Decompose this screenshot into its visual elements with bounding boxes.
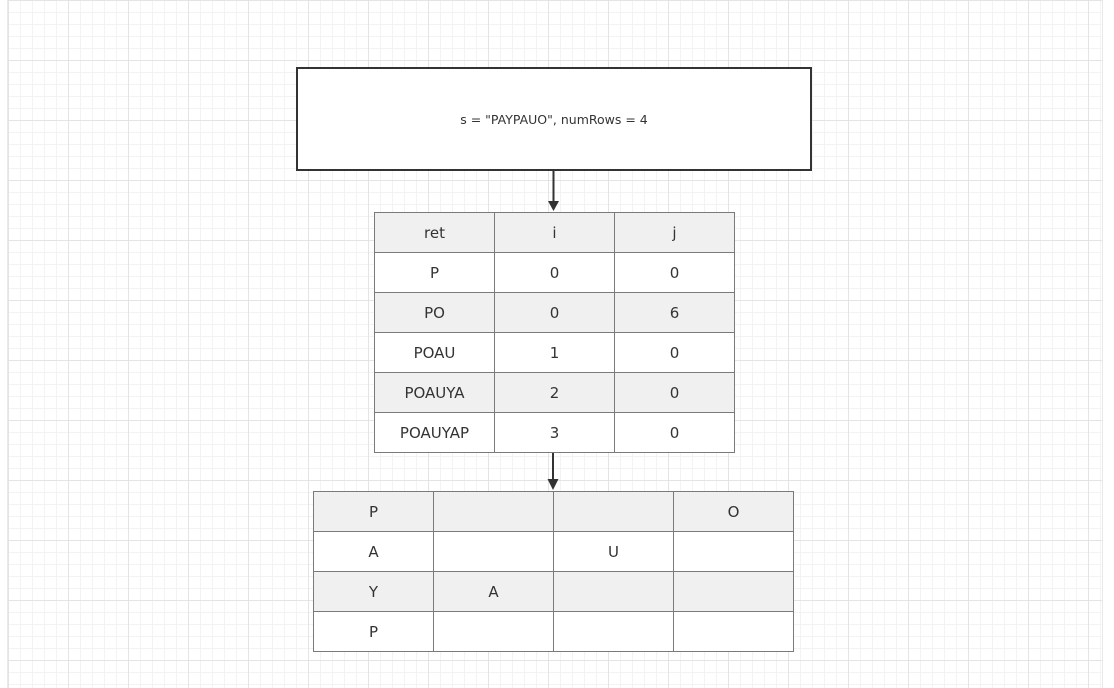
cell-ret: POAUYA [375,373,495,413]
grid-row [314,612,794,652]
zigzag-grid [313,491,794,652]
column-header-i: i [495,213,615,253]
cell-j: 0 [615,373,735,413]
grid-cell [434,532,554,572]
cell-i: 1 [495,333,615,373]
grid-row [314,572,794,612]
cell-j: 0 [615,253,735,293]
table-row [375,333,735,373]
grid-cell [674,532,794,572]
grid-row [314,492,794,532]
grid-cell: P [314,612,434,652]
cell-i: 0 [495,293,615,333]
cell-j: 6 [615,293,735,333]
table-row [375,293,735,333]
grid-row [314,532,794,572]
cell-ret: PO [375,293,495,333]
cell-ret: P [375,253,495,293]
grid-cell [554,572,674,612]
grid-cell [434,612,554,652]
grid-cell: U [554,532,674,572]
grid-cell [674,572,794,612]
table-row [375,253,735,293]
grid-cell [554,612,674,652]
grid-cell [434,492,554,532]
table-header-row [375,213,735,253]
grid-cell: O [674,492,794,532]
column-header-j: j [615,213,735,253]
table-row [375,413,735,453]
table-row [375,373,735,413]
grid-cell: P [314,492,434,532]
cell-j: 0 [615,413,735,453]
cell-i: 3 [495,413,615,453]
cell-j: 0 [615,333,735,373]
grid-cell: Y [314,572,434,612]
cell-ret: POAUYAP [375,413,495,453]
input-box [296,67,812,171]
cell-i: 2 [495,373,615,413]
grid-cell: A [434,572,554,612]
input-label: s = "PAYPAUO", numRows = 4 [460,111,648,127]
grid-cell [554,492,674,532]
cell-ret: POAU [375,333,495,373]
grid-cell [674,612,794,652]
cell-i: 0 [495,253,615,293]
grid-cell: A [314,532,434,572]
column-header-ret: ret [375,213,495,253]
trace-table [374,212,735,453]
